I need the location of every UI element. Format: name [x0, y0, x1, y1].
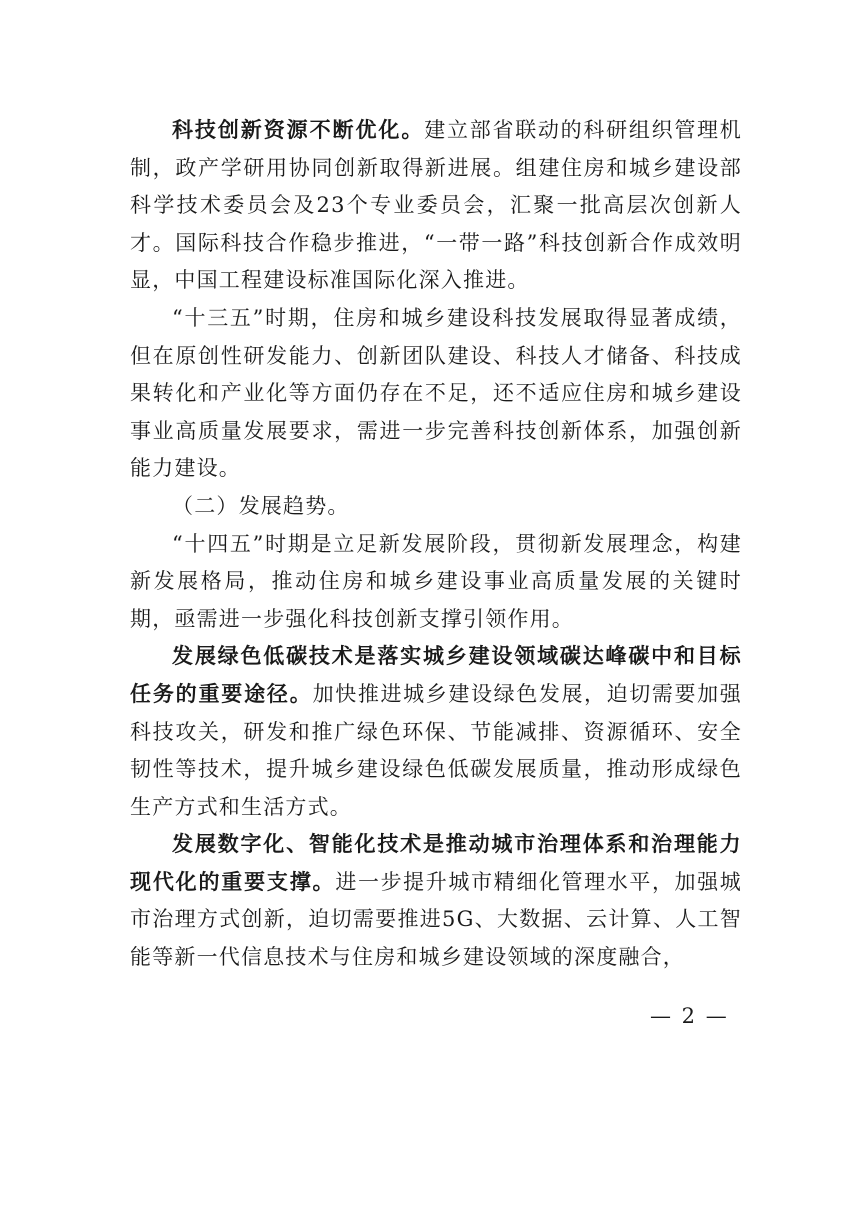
paragraph-lead: 发展数字化、智能化技术是推动城市治理体系和治理能力现代化的重要支撑。 — [130, 832, 742, 894]
paragraph-13th-five-year — [130, 300, 742, 488]
document-body — [130, 112, 742, 977]
paragraph-green-low-carbon — [130, 638, 742, 826]
paragraph-14th-five-year — [130, 526, 742, 639]
paragraph-lead: 发展绿色低碳技术是落实城乡建设领域碳达峰碳中和目标任务的重要途径。 — [130, 644, 742, 706]
paragraph-digital-intelligent — [130, 826, 742, 976]
paragraph-lead: 科技创新资源不断优化。 — [172, 118, 425, 142]
paragraph-text: 加快推进城乡建设绿色发展，迫切需要加强科技攻关，研发和推广绿色环保、节能减排、资源循环、安全韧性等技术，提升城乡建设绿色低碳发展质量，推动形成绿色生产方式和生活方式。 — [130, 681, 742, 819]
section-heading-text: （二）发展趋势。 — [172, 493, 350, 518]
page-number: — 2 — — [650, 1004, 729, 1028]
paragraph-text: “十四五”时期是立足新发展阶段，贯彻新发展理念，构建新发展格局，推动住房和城乡建设事业高质量发展的关键时期，亟需进一步强化科技创新支撑引领作用。 — [130, 531, 742, 631]
paragraph-text: 进一步提升城市精细化管理水平，加强城市治理方式创新，迫切需要推进5G、大数据、云计算、人工智能等新一代信息技术与住房和城乡建设领域的深度融合， — [130, 869, 742, 970]
paragraph-tech-resources — [130, 112, 742, 300]
paragraph-text: 建立部省联动的科研组织管理机制，政产学研用协同创新取得新进展。组建住房和城乡建设部科学技术委员会及23个专业委员会，汇聚一批高层次创新人才。国际科技合作稳步推进，“一带一路”科技创新合作成效明显，中国工程建设标准国际化深入推进。 — [130, 118, 742, 293]
section-heading-trends — [130, 488, 742, 526]
paragraph-text: “十三五”时期，住房和城乡建设科技发展取得显著成绩，但在原创性研发能力、创新团队建设、科技人才储备、科技成果转化和产业化等方面仍存在不足，还不适应住房和城乡建设事业高质量发展要求，需进一步完善科技创新体系，加强创新能力建设。 — [130, 305, 742, 481]
